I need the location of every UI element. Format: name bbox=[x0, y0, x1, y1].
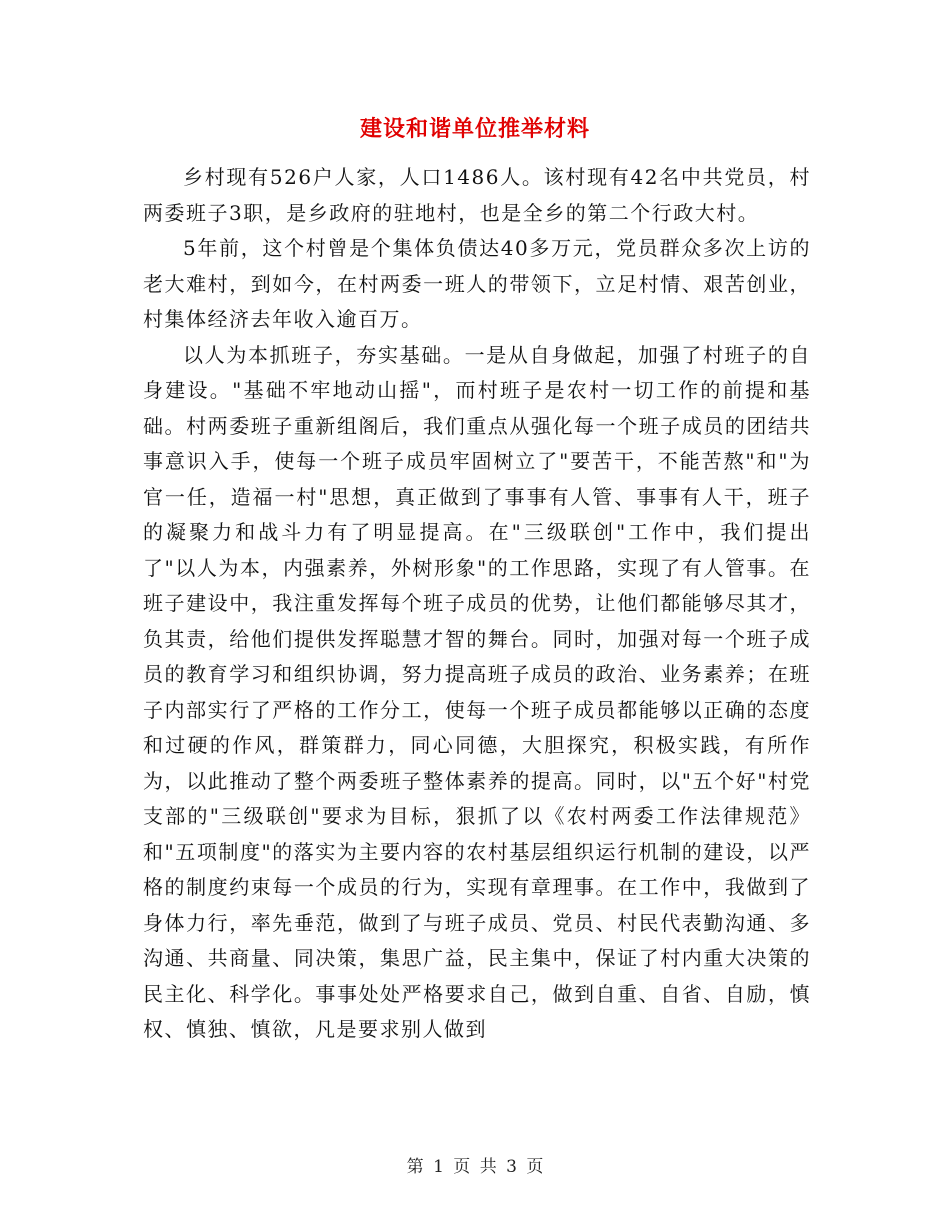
paragraph: 乡村现有526户人家，人口1486人。该村现有42名中共党员，村两委班子3职，是乡政府的驻地村，也是全乡的第二个行政大村。 bbox=[143, 165, 811, 225]
paragraph: 5年前，这个村曾是个集体负债达40多万元，党员群众多次上访的老大难村，到如今，在村两委一班人的带领下，立足村情、艰苦创业，村集体经济去年收入逾百万。 bbox=[143, 236, 811, 331]
paragraph: 以人为本抓班子，夯实基础。一是从自身做起，加强了村班子的自身建设。"基础不牢地动山摇"，而村班子是农村一切工作的前提和基础。村两委班子重新组阁后，我们重点从强化每一个班子成员的团结共事意识入手，使每一个班子成员牢固树立了"要苦干，不能苦熬"和"为官一任，造福一村"思想，真正做到了事事有人管、事事有人干，班子的凝聚力和战斗力有了明显提高。在"三级联创"工作中，我们提出了"以人为本，内强素养，外树形象"的工作思路，实现了有人管事。在班子建设中，我注重发挥每个班子成员的优势，让他们都能够尽其才，负其责，给他们提供发挥聪慧才智的舞台。同时，加强对每一个班子成员的教育学习和组织协调，努力提高班子成员的政治、业务素养；在班子内部实行了严格的工作分工，使每一个班子成员都能够以正确的态度和过硬的作风，群策群力，同心同德，大胆探究，积极实践，有所作为，以此推动了整个两委班子整体素养的提高。同时，以"五个好"村党支部的"三级联创"要求为目标，狠抓了以《农村两委工作法律规范》和"五项制度"的落实为主要内容的农村基层组织运行机制的建设，以严格的制度约束每一个成员的行为，实现有章理事。在工作中，我做到了身体力行，率先垂范，做到了与班子成员、党员、村民代表勤沟通、多沟通、共商量、同决策，集思广益，民主集中，保证了村内重大决策的民主化、科学化。事事处处严格要求自己，做到自重、自省、自励，慎权、慎独、慎欲，凡是要求别人做到 bbox=[143, 342, 811, 1041]
document-title: 建设和谐单位推举材料 bbox=[359, 117, 590, 142]
page-number-footer: 第 1 页 共 3 页 bbox=[406, 1157, 544, 1177]
document-body bbox=[143, 160, 811, 1048]
